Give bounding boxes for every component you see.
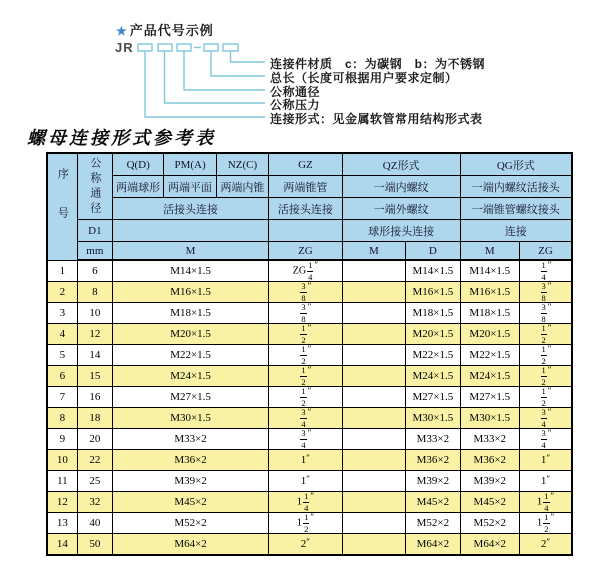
cell-serial: 12 <box>47 492 77 513</box>
cell-m-thread: M14×1.5 <box>112 260 268 282</box>
header-unit-zg2: ZG <box>520 242 572 261</box>
table-header <box>47 153 572 260</box>
diagram-heading <box>116 20 214 39</box>
nut-connection-reference-table <box>46 152 573 556</box>
cell-qg-zg: $\frac{3}{4}$ ″ <box>520 408 572 429</box>
cell-serial: 7 <box>47 387 77 408</box>
cell-dn: 6 <box>77 260 112 282</box>
header-serial: 序号 <box>47 153 77 260</box>
table-title: 螺母连接形式参考表 <box>27 128 216 149</box>
header-unit-m1: M <box>112 242 268 261</box>
callout-line-pressure <box>165 51 266 103</box>
cell-m-thread: M27×1.5 <box>112 387 268 408</box>
header-group-nzc: NZ(C) <box>216 153 268 176</box>
cell-serial: 3 <box>47 303 77 324</box>
cell-serial: 1 <box>47 260 77 282</box>
header-d1: D1 <box>77 220 112 242</box>
cell-qg-m: M14×1.5 <box>460 260 519 282</box>
cell-serial: 13 <box>47 513 77 534</box>
cell-qg-zg: $\frac{1}{2}$ ″ <box>520 345 572 366</box>
cell-qg-m: M45×2 <box>460 492 519 513</box>
cell-qg-m: M36×2 <box>460 450 519 471</box>
cell-gz-size: $\frac{3}{4}$ ″ <box>269 408 343 429</box>
header-unit-d: D <box>406 242 460 261</box>
callout-line-connection <box>145 51 265 117</box>
header-conn-gz: 活接头连接 <box>269 198 343 220</box>
cell-qg-m: M64×2 <box>460 534 519 556</box>
table-row <box>47 303 572 324</box>
cell-m-thread: M22×1.5 <box>112 345 268 366</box>
cell-serial: 10 <box>47 450 77 471</box>
header-group-qd: Q(D) <box>112 153 163 176</box>
code-box-2 <box>158 44 172 51</box>
cell-dn: 40 <box>77 513 112 534</box>
cell-qz-m <box>342 429 405 450</box>
cell-qg-zg: $\frac{3}{8}$ ″ <box>520 282 572 303</box>
table-row <box>47 471 572 492</box>
header-unit-m3: M <box>460 242 519 261</box>
cell-qg-zg: $\frac{1}{2}$ ″ <box>520 366 572 387</box>
header-group-gz: GZ <box>269 153 343 176</box>
header-unit-m2: M <box>342 242 405 261</box>
header-unit-zg1: ZG <box>269 242 343 261</box>
cell-qg-m: M18×1.5 <box>460 303 519 324</box>
cell-m-thread: M45×2 <box>112 492 268 513</box>
cell-dn: 25 <box>77 471 112 492</box>
code-box-5 <box>223 44 238 51</box>
label-diameter: 公称通径 <box>270 85 321 99</box>
table-row <box>47 387 572 408</box>
cell-qz-d: M52×2 <box>406 513 460 534</box>
cell-m-thread: M64×2 <box>112 534 268 556</box>
callout-line-diameter <box>184 51 265 90</box>
header-mm: mm <box>77 242 112 261</box>
cell-serial: 14 <box>47 534 77 556</box>
cell-qz-d: M27×1.5 <box>406 387 460 408</box>
cell-m-thread: M30×1.5 <box>112 408 268 429</box>
cell-qg-m: M20×1.5 <box>460 324 519 345</box>
cell-qg-zg: 2″ <box>520 534 572 556</box>
cell-qz-d: M30×1.5 <box>406 408 460 429</box>
callout-line-material <box>231 51 266 62</box>
cell-dn: 16 <box>77 387 112 408</box>
header-group-qz: QZ形式 <box>342 153 460 176</box>
cell-gz-size: $\frac{1}{2}$ ″ <box>269 345 343 366</box>
code-box-3 <box>177 44 191 51</box>
cell-qz-m <box>342 471 405 492</box>
cell-qg-m: M16×1.5 <box>460 282 519 303</box>
header-conn-qz: 一端外螺纹 <box>342 198 460 220</box>
header-connect: 连接 <box>460 220 572 242</box>
table-row <box>47 408 572 429</box>
cell-qg-zg: 1 $\frac{1}{2}$ ″ <box>520 513 572 534</box>
cell-qz-m <box>342 324 405 345</box>
label-material: 连接件材质 c：为碳钢 b：为不锈钢 <box>270 57 486 71</box>
cell-qz-m <box>342 450 405 471</box>
cell-m-thread: M24×1.5 <box>112 366 268 387</box>
cell-gz-size: 1″ <box>269 450 343 471</box>
header-group-qg: QG形式 <box>460 153 572 176</box>
table-row <box>47 282 572 303</box>
cell-serial: 11 <box>47 471 77 492</box>
cell-qz-m <box>342 303 405 324</box>
cell-qg-m: M39×2 <box>460 471 519 492</box>
table-row <box>47 492 572 513</box>
label-connection: 连接形式：见金属软管常用结构形式表 <box>270 112 483 126</box>
cell-m-thread: M18×1.5 <box>112 303 268 324</box>
cell-qz-d: M18×1.5 <box>406 303 460 324</box>
cell-gz-size: 1″ <box>269 471 343 492</box>
cell-gz-size: 2″ <box>269 534 343 556</box>
cell-qg-zg: $\frac{3}{8}$ ″ <box>520 303 572 324</box>
cell-serial: 8 <box>47 408 77 429</box>
cell-m-thread: M33×2 <box>112 429 268 450</box>
cell-qz-d: M33×2 <box>406 429 460 450</box>
cell-dn: 10 <box>77 303 112 324</box>
cell-dn: 20 <box>77 429 112 450</box>
header-blank-gz <box>269 220 343 242</box>
cell-qz-m <box>342 492 405 513</box>
header-desc-nzc: 两端内锥 <box>216 176 268 198</box>
label-length: 总长（长度可根据用户要求定制） <box>270 71 458 85</box>
cell-qg-zg: $\frac{1}{2}$ ″ <box>520 324 572 345</box>
table-row <box>47 429 572 450</box>
cell-dn: 14 <box>77 345 112 366</box>
header-desc-qg: 一端内螺纹活接头 <box>460 176 572 198</box>
cell-m-thread: M20×1.5 <box>112 324 268 345</box>
cell-serial: 2 <box>47 282 77 303</box>
cell-qz-m <box>342 366 405 387</box>
cell-qz-m <box>342 345 405 366</box>
cell-qg-zg: 1″ <box>520 471 572 492</box>
cell-dn: 15 <box>77 366 112 387</box>
cell-gz-size: $\frac{1}{2}$ ″ <box>269 324 343 345</box>
header-desc-pma: 两端平面 <box>164 176 216 198</box>
cell-qg-zg: $\frac{1}{4}$ ″ <box>520 260 572 282</box>
cell-qz-d: M64×2 <box>406 534 460 556</box>
cell-qz-d: M39×2 <box>406 471 460 492</box>
cell-qg-zg: 1 $\frac{1}{4}$ ″ <box>520 492 572 513</box>
cell-dn: 50 <box>77 534 112 556</box>
cell-gz-size: $\frac{3}{4}$ ″ <box>269 429 343 450</box>
header-blank-left <box>112 220 268 242</box>
cell-gz-size: 1 $\frac{1}{4}$ ″ <box>269 492 343 513</box>
cell-qg-m: M27×1.5 <box>460 387 519 408</box>
cell-qz-m <box>342 408 405 429</box>
code-prefix: JR <box>115 40 134 55</box>
cell-qg-m: M33×2 <box>460 429 519 450</box>
cell-qz-d: M14×1.5 <box>406 260 460 282</box>
header-ball-joint: 球形接头连接 <box>342 220 460 242</box>
cell-serial: 4 <box>47 324 77 345</box>
table-body <box>47 260 572 555</box>
cell-qz-m <box>342 387 405 408</box>
cell-dn: 32 <box>77 492 112 513</box>
cell-qz-d: M24×1.5 <box>406 366 460 387</box>
label-pressure: 公称压力 <box>270 98 321 112</box>
cell-gz-size: $\frac{3}{8}$ ″ <box>269 282 343 303</box>
cell-dn: 22 <box>77 450 112 471</box>
cell-qz-d: M16×1.5 <box>406 282 460 303</box>
header-desc-qz: 一端内螺纹 <box>342 176 460 198</box>
cell-serial: 5 <box>47 345 77 366</box>
header-desc-gz: 两端锥管 <box>269 176 343 198</box>
cell-qz-m <box>342 534 405 556</box>
header-desc-qd: 两端球形 <box>112 176 163 198</box>
cell-qg-m: M22×1.5 <box>460 345 519 366</box>
table-row <box>47 450 572 471</box>
header-group-pma: PM(A) <box>164 153 216 176</box>
cell-qz-d: M36×2 <box>406 450 460 471</box>
table-row <box>47 366 572 387</box>
cell-qz-m <box>342 513 405 534</box>
cell-dn: 12 <box>77 324 112 345</box>
header-conn-union: 活接头连接 <box>112 198 268 220</box>
cell-qz-m <box>342 260 405 282</box>
cell-gz-size: ZG $\frac{1}{4}$ ″ <box>269 260 343 282</box>
table-row <box>47 534 572 556</box>
cell-qg-m: M30×1.5 <box>460 408 519 429</box>
header-conn-qg: 一端锥管螺纹接头 <box>460 198 572 220</box>
diagram-heading-text: 产品代号示例 <box>129 23 214 38</box>
header-nominal-diameter: 公称通径 <box>77 153 112 220</box>
callout-line-length <box>211 51 265 76</box>
cell-m-thread: M16×1.5 <box>112 282 268 303</box>
cell-qg-m: M52×2 <box>460 513 519 534</box>
cell-dn: 8 <box>77 282 112 303</box>
cell-qz-d: M45×2 <box>406 492 460 513</box>
cell-qz-d: M20×1.5 <box>406 324 460 345</box>
star-icon: ★ <box>116 24 128 38</box>
cell-gz-size: 1 $\frac{1}{2}$ ″ <box>269 513 343 534</box>
table-row <box>47 260 572 282</box>
cell-qg-zg: 1″ <box>520 450 572 471</box>
cell-gz-size: $\frac{1}{2}$ ″ <box>269 387 343 408</box>
cell-gz-size: $\frac{1}{2}$ ″ <box>269 366 343 387</box>
cell-qg-m: M24×1.5 <box>460 366 519 387</box>
cell-m-thread: M36×2 <box>112 450 268 471</box>
cell-m-thread: M52×2 <box>112 513 268 534</box>
cell-dn: 18 <box>77 408 112 429</box>
cell-qz-m <box>342 282 405 303</box>
table-row <box>47 324 572 345</box>
cell-qg-zg: $\frac{1}{2}$ ″ <box>520 387 572 408</box>
cell-serial: 6 <box>47 366 77 387</box>
table-row <box>47 513 572 534</box>
cell-qz-d: M22×1.5 <box>406 345 460 366</box>
code-box-4 <box>204 44 218 51</box>
code-box-1 <box>138 44 152 51</box>
cell-gz-size: $\frac{3}{8}$ ″ <box>269 303 343 324</box>
cell-serial: 9 <box>47 429 77 450</box>
cell-qg-zg: $\frac{3}{4}$ ″ <box>520 429 572 450</box>
cell-m-thread: M39×2 <box>112 471 268 492</box>
table-row <box>47 345 572 366</box>
